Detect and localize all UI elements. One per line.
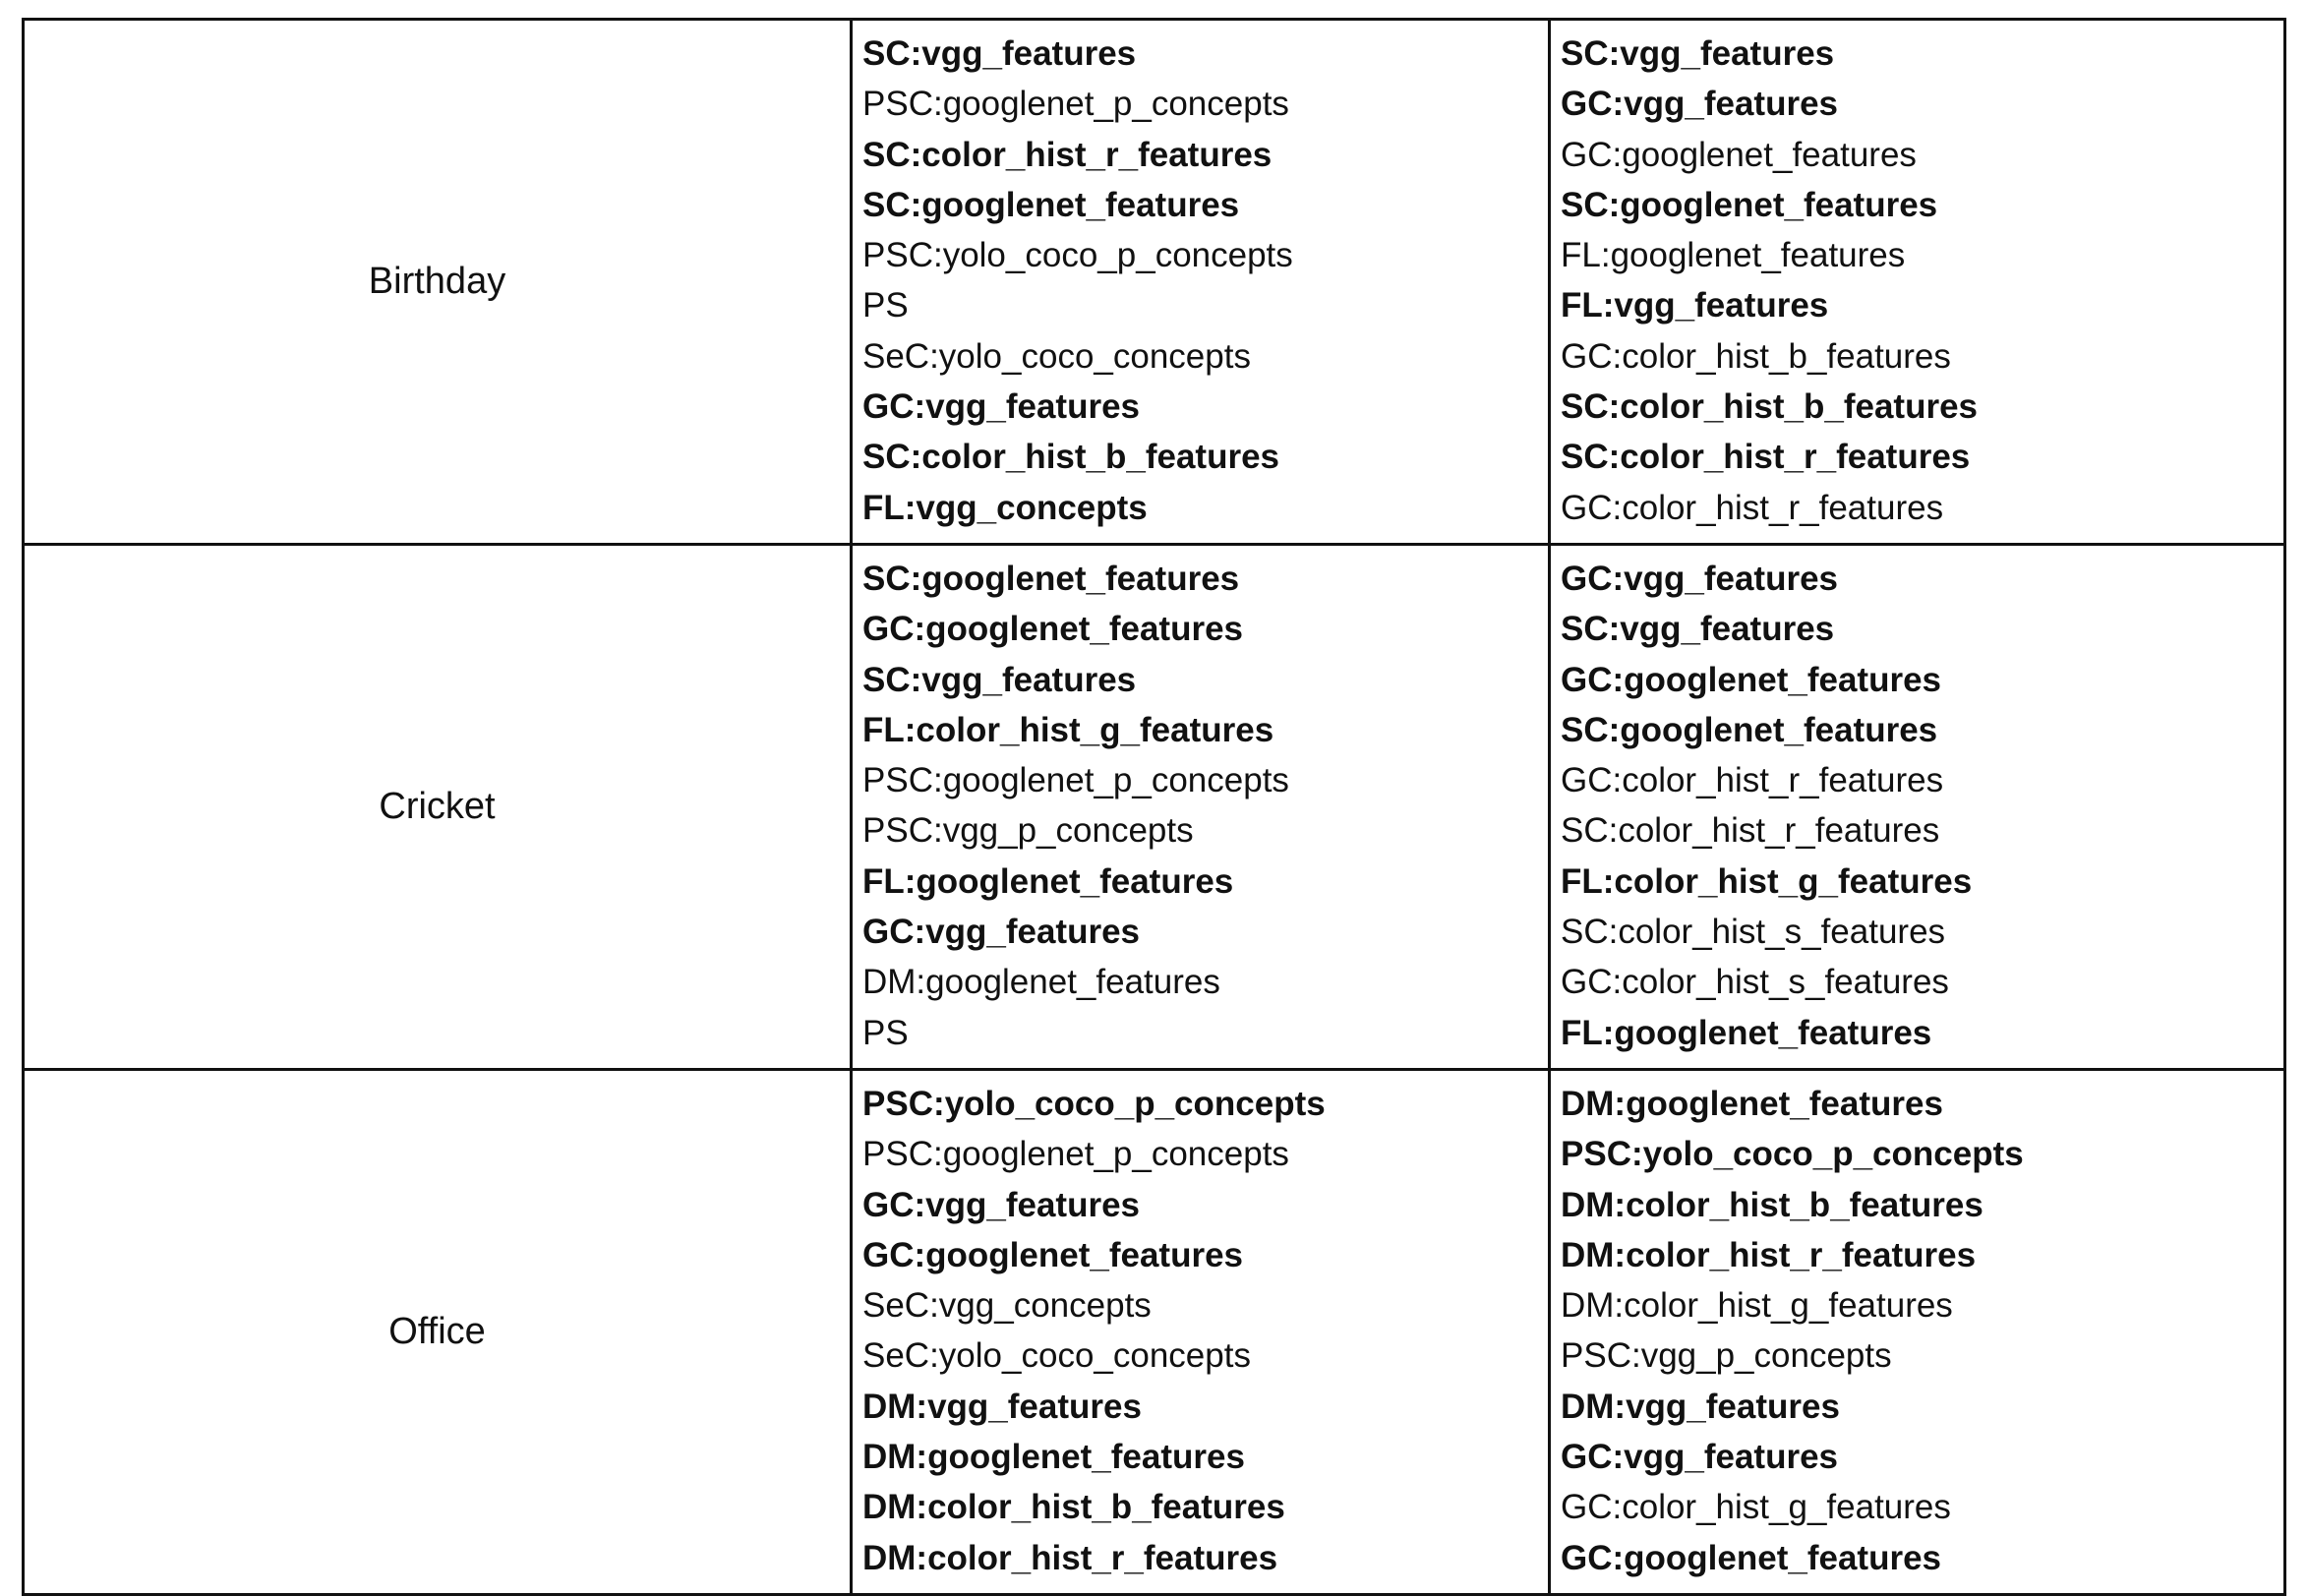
feature-item: DM:color_hist_b_features [862,1488,1285,1527]
right-feature-list [1550,1070,2285,1595]
feature-item: SC:color_hist_r_features [1561,811,1940,851]
feature-item: DM:color_hist_r_features [1561,1235,1977,1274]
feature-item: SC:googlenet_features [862,185,1240,224]
feature-item: GC:googlenet_features [862,610,1243,649]
feature-item: SC:color_hist_r_features [1561,438,1971,477]
table-row [24,1070,2285,1595]
feature-item: GC:color_hist_g_features [1561,1488,1951,1527]
right-feature-list [1550,20,2285,545]
feature-item: PSC:googlenet_p_concepts [862,1135,1289,1174]
feature-item: SC:vgg_features [1561,610,1835,649]
results-table [22,18,2286,1596]
feature-item: SC:googlenet_features [1561,185,1938,224]
feature-item: PS [862,1013,909,1052]
feature-item: SC:googlenet_features [862,560,1240,598]
feature-item: PSC:yolo_coco_p_concepts [862,236,1293,275]
feature-item: SC:color_hist_b_features [862,438,1280,477]
feature-item: GC:color_hist_r_features [1561,761,1944,800]
feature-item: DM:googlenet_features [862,1438,1245,1477]
feature-item: DM:color_hist_r_features [862,1538,1278,1577]
feature-item: SeC:yolo_coco_concepts [862,1336,1251,1376]
event-label-cell [24,1070,852,1595]
table-row [24,545,2285,1070]
feature-item: SeC:yolo_coco_concepts [862,336,1251,376]
feature-item: FL:googlenet_features [1561,236,1906,275]
feature-item: DM:color_hist_g_features [1561,1286,1953,1326]
event-label: Cricket [379,786,496,827]
feature-item: FL:vgg_concepts [862,488,1148,527]
event-label-cell [24,20,852,545]
feature-item: SC:color_hist_r_features [862,135,1273,174]
feature-item: PSC:vgg_p_concepts [862,811,1194,851]
feature-item: FL:googlenet_features [1561,1013,1932,1052]
left-feature-list [852,545,1550,1070]
feature-item: GC:color_hist_s_features [1561,963,1949,1002]
feature-item: GC:vgg_features [1561,85,1839,124]
feature-item: GC:googlenet_features [1561,660,1941,699]
feature-item: DM:googlenet_features [862,963,1220,1002]
feature-item: GC:vgg_features [1561,1438,1839,1477]
feature-item: PSC:yolo_coco_p_concepts [1561,1135,2024,1174]
feature-item: DM:googlenet_features [1561,1085,1943,1123]
feature-item: PS [862,286,909,325]
feature-item: GC:vgg_features [862,387,1141,427]
feature-item: GC:googlenet_features [1561,1538,1941,1577]
feature-item: GC:googlenet_features [862,1235,1243,1274]
feature-item: PSC:yolo_coco_p_concepts [862,1085,1326,1123]
feature-item: PSC:vgg_p_concepts [1561,1336,1892,1376]
feature-item: GC:vgg_features [862,1185,1141,1224]
feature-item: DM:vgg_features [862,1387,1142,1426]
feature-item: SC:vgg_features [1561,34,1835,73]
feature-item: GC:vgg_features [862,913,1141,952]
event-label: Birthday [368,261,506,302]
feature-item: SC:color_hist_b_features [1561,387,1979,427]
event-label: Office [388,1311,486,1352]
feature-item: PSC:googlenet_p_concepts [862,761,1289,800]
feature-item: FL:googlenet_features [862,861,1234,901]
feature-item: FL:vgg_features [1561,286,1829,325]
feature-item: DM:color_hist_b_features [1561,1185,1983,1224]
right-feature-list [1550,545,2285,1070]
feature-item: FL:color_hist_g_features [1561,861,1973,901]
feature-item: GC:googlenet_features [1561,135,1917,174]
feature-item: PSC:googlenet_p_concepts [862,85,1289,124]
feature-item: FL:color_hist_g_features [862,710,1274,749]
feature-item: SC:googlenet_features [1561,710,1938,749]
feature-item: SeC:vgg_concepts [862,1286,1152,1326]
left-feature-list [852,1070,1550,1595]
feature-item: SC:vgg_features [862,660,1137,699]
event-label-cell [24,545,852,1070]
left-feature-list [852,20,1550,545]
feature-item: GC:color_hist_r_features [1561,488,1944,527]
table-row [24,20,2285,545]
feature-item: SC:color_hist_s_features [1561,913,1946,952]
feature-item: DM:vgg_features [1561,1387,1840,1426]
feature-item: SC:vgg_features [862,34,1137,73]
feature-item: GC:color_hist_b_features [1561,336,1951,376]
feature-item: GC:vgg_features [1561,560,1839,598]
